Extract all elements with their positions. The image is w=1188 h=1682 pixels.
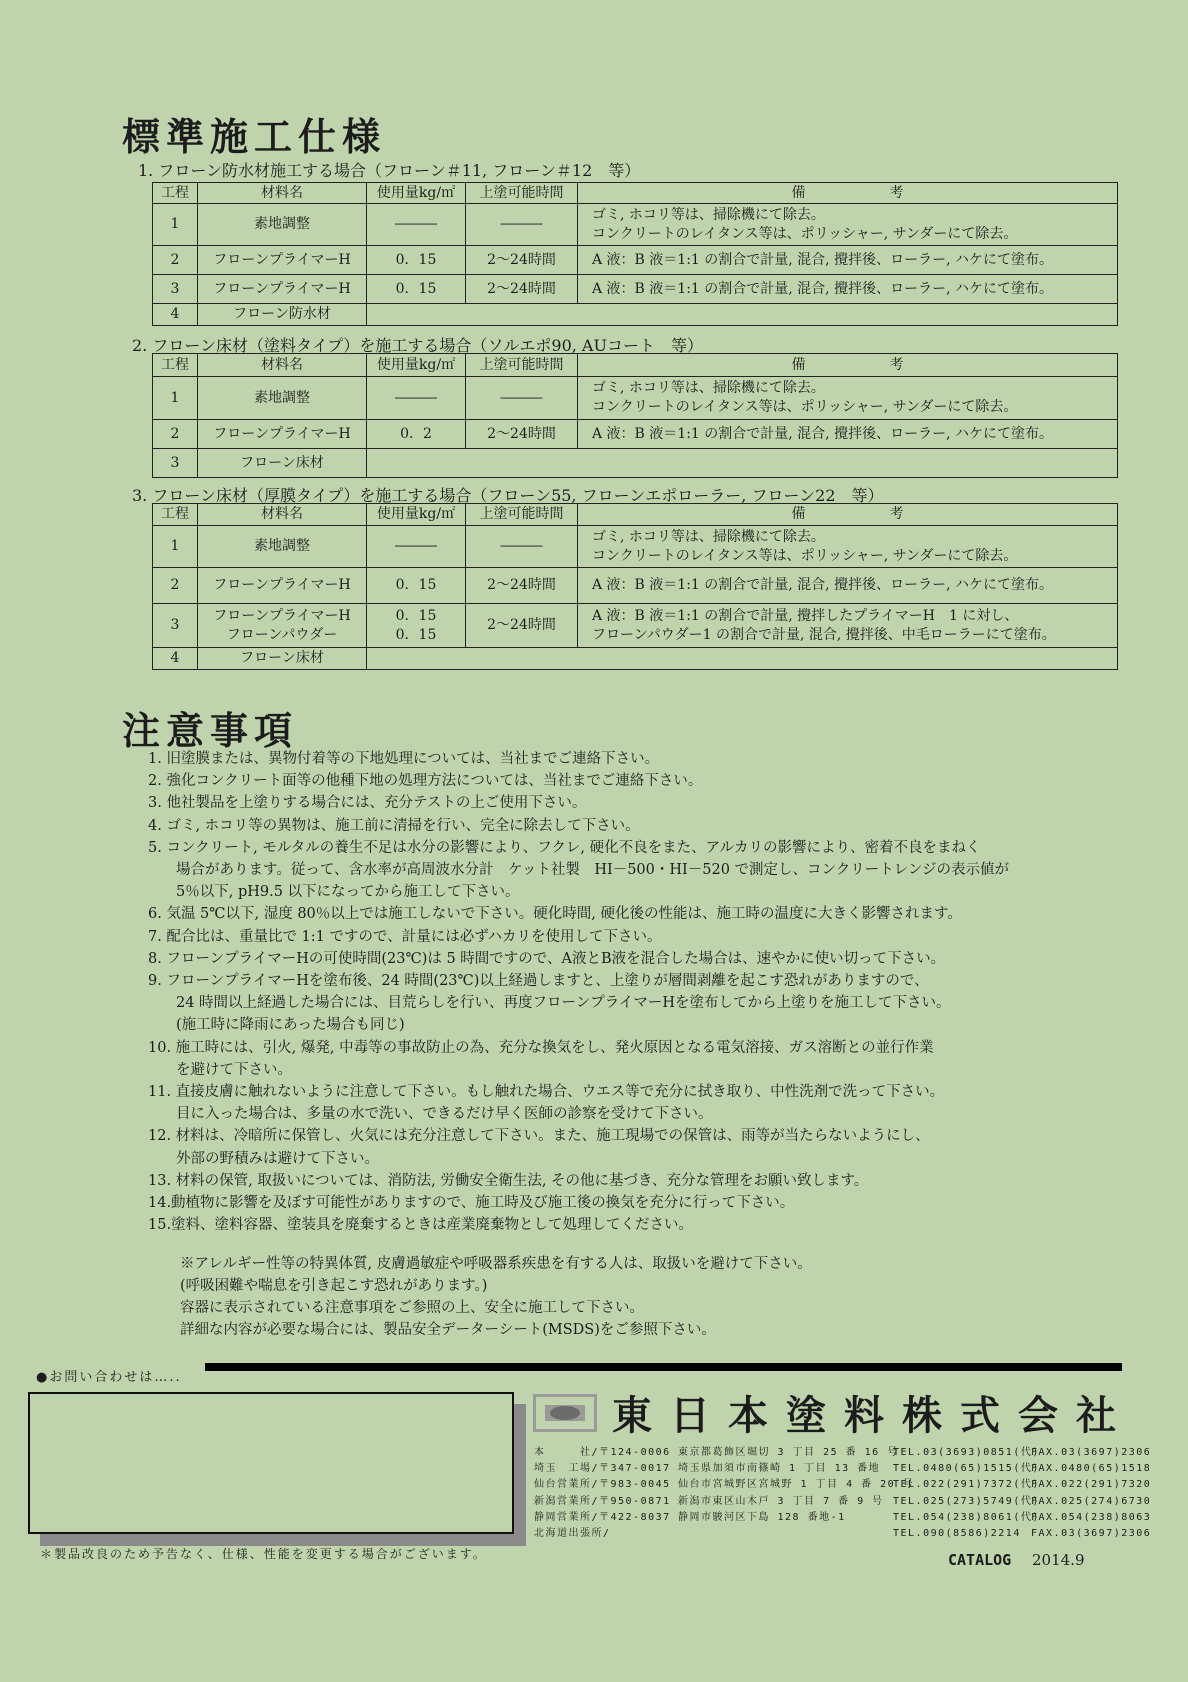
caution-item: 4. ゴミ, ホコリ等の異物は、施工前に清掃を行い、完全に除去して下さい。 <box>148 817 640 834</box>
company-logo-icon <box>533 1394 597 1432</box>
caution-item-continued: 目に入った場合は、多量の水で洗い、できるだけ早く医師の診察を受けて下さい。 <box>176 1106 713 1123</box>
office-fax: FAX.03(3697)2306 <box>1031 1447 1152 1458</box>
cell-time: ――― <box>466 204 578 246</box>
cell-time: 2～24時間 <box>466 246 578 275</box>
cell-empty <box>367 648 1118 670</box>
office-fax: FAX.03(3697)2306 <box>1031 1528 1152 1540</box>
section-1-heading: 1. フローン防水材施工する場合（フローン＃11, フローン＃12 等） <box>138 161 641 180</box>
cell-remarks: A 液：B 液＝1:1 の割合で計量, 混合, 攪拌後、ローラー, ハケにて塗布。 <box>578 568 1118 604</box>
remarks-line: ゴミ, ホコリ等は、掃除機にて除去。 <box>592 380 825 396</box>
caution-item: 9. フローンプライマーHを塗布後、24 時間(23℃)以上経過しますと、上塗りが層間剥離を起こす恐れがありますので、 <box>148 973 929 990</box>
cell-step: 4 <box>153 304 198 326</box>
office-address: 新潟市東区山木戸 3 丁目 7 番 9 号 <box>678 1495 884 1507</box>
catalog-info <box>948 1551 1085 1569</box>
office-name: 仙台営業所/〒983-0045 <box>534 1479 671 1491</box>
cell-step: 3 <box>153 275 198 304</box>
table-row <box>153 449 1118 478</box>
caution-item: 10. 施工時には、引火, 爆発, 中毒等の事故防止の為、充分な換気をし、発火原因となる電気溶接、ガス溶断との並行作業 <box>148 1039 934 1056</box>
page-title: 標準施工仕様 <box>122 114 387 159</box>
office-address: 仙台市宮城野区宮城野 1 丁目 4 番 20 号 <box>678 1479 915 1491</box>
caution-item: 11. 直接皮膚に触れないように注意して下さい。もし触れた場合、ウエス等で充分に拭き取り、中性洗剤で洗って下さい。 <box>148 1084 945 1101</box>
office-name: 埼玉 工場/〒347-0017 <box>534 1463 671 1475</box>
office-tel: TEL.025(273)5749(代) <box>893 1495 1040 1507</box>
footnote: ＊製品改良のため予告なく、仕様、性能を変更する場合がございます。 <box>40 1547 487 1561</box>
office-names <box>534 1445 671 1542</box>
cell-material <box>198 604 367 648</box>
caution-item: 13. 材料の保管, 取扱いについては、消防法, 労働安全衛生法, その他に基づき、充分な管理をお願い致します。 <box>148 1172 869 1189</box>
table-header-row <box>153 354 1118 377</box>
caution-item-continued: 5％以下, pH9.5 以下になってから施工して下さい。 <box>176 884 520 901</box>
remarks-line: コンクリートのレイタンス等は、ポリッシャー, サンダーにて除去。 <box>592 547 1018 564</box>
cell-step: 3 <box>153 449 198 478</box>
cell-empty <box>367 449 1118 478</box>
note-line: 詳細な内容が必要な場合には、製品安全データーシート(MSDS)をご参照下さい。 <box>180 1322 716 1338</box>
caution-item-continued: 外部の野積みは避けて下さい。 <box>176 1150 379 1167</box>
remarks-line: コンクリートのレイタンス等は、ポリッシャー, サンダーにて除去。 <box>592 225 1018 242</box>
office-addresses <box>678 1445 914 1526</box>
office-name: 静岡営業所/〒422-8037 <box>534 1511 671 1523</box>
table-row <box>153 420 1118 449</box>
cell-material: 素地調整 <box>198 526 367 568</box>
caution-item-continued: 24 時間以上経過した場合には、目荒らしを行い、再度フローンプライマーHを塗布してから上塗りを施工して下さい。 <box>176 995 951 1012</box>
contact-box <box>28 1392 514 1534</box>
note-line: ※アレルギー性等の特異体質, 皮膚過敏症や呼吸器系疾患を有する人は、取扱いを避けて下さい。 <box>180 1256 812 1272</box>
material-line: フローンプライマーH <box>213 607 351 624</box>
caution-item: 1. 旧塗膜または、異物付着等の下地処理については、当社までご連絡下さい。 <box>148 751 660 767</box>
office-tel: TEL.022(291)7372(代) <box>893 1479 1040 1491</box>
remarks-line: フローンパウダー1 の割合で計量, 混合, 攪拌後、中毛ローラーにて塗布。 <box>592 626 1056 643</box>
header-time: 上塗可能時間 <box>466 354 578 377</box>
cell-material: フローン床材 <box>198 648 367 670</box>
cell-remarks <box>578 204 1118 246</box>
caution-item: 15.塗料、塗料容器、塗装具を廃棄するときは産業廃棄物として処理してください。 <box>148 1217 694 1234</box>
remarks-line: A 液：B 液＝1:1 の割合で計量, 攪拌したプライマーH 1 に対し、 <box>592 607 1019 624</box>
cell-step: 1 <box>153 377 198 420</box>
spec-table-3 <box>152 503 1118 670</box>
remarks-line: コンクリートのレイタンス等は、ポリッシャー, サンダーにて除去。 <box>592 399 1018 415</box>
cell-remarks: A 液：B 液＝1:1 の割合で計量, 混合, 攪拌後、ローラー, ハケにて塗布。 <box>578 246 1118 275</box>
spec-table-1 <box>152 182 1118 326</box>
cell-material: フローンプライマーH <box>198 568 367 604</box>
caution-title: 注意事項 <box>122 708 299 753</box>
caution-item: 12. 材料は、冷暗所に保管し、火気には充分注意して下さい。また、施工現場での保管は、雨等が当たらないようにし、 <box>148 1128 930 1145</box>
table-row <box>153 304 1118 326</box>
cell-amount <box>367 604 466 648</box>
cell-remarks <box>578 604 1118 648</box>
table-row <box>153 204 1118 246</box>
header-remarks: 備 考 <box>578 504 1118 526</box>
cell-step: 2 <box>153 420 198 449</box>
caution-item-continued: を避けて下さい。 <box>176 1061 292 1078</box>
cell-step: 2 <box>153 568 198 604</box>
table-header-row <box>153 504 1118 526</box>
cell-material: フローンプライマーH <box>198 246 367 275</box>
cell-amount: 0．15 <box>367 246 466 275</box>
cell-time: ――― <box>466 526 578 568</box>
cell-amount: 0．15 <box>367 275 466 304</box>
cell-time: 2～24時間 <box>466 568 578 604</box>
caution-item-continued: 場合があります。従って、含水率が高周波水分計 ケット社製 HI－500・HI－520 で測定し、コンクリートレンジの表示値が <box>176 862 1010 879</box>
cell-time: 2～24時間 <box>466 420 578 449</box>
cell-material: フローン床材 <box>198 449 367 478</box>
cell-amount: 0．15 <box>367 568 466 604</box>
header-material: 材料名 <box>198 183 367 204</box>
office-tel: TEL.054(238)8061(代) <box>893 1511 1040 1523</box>
office-fax: FAX.025(274)6730 <box>1031 1495 1152 1507</box>
cell-time: ――― <box>466 377 578 420</box>
cell-amount: ――― <box>367 204 466 246</box>
office-name: 北海道出張所/ <box>534 1528 611 1540</box>
section-2-heading: 2. フローン床材（塗料タイプ）を施工する場合（ソルエポ90, AUコート 等） <box>132 336 703 355</box>
table-row <box>153 377 1118 420</box>
caution-item: 5. コンクリート, モルタルの養生不足は水分の影響により、フクレ, 硬化不良をまた、アルカリの影響により、密着不良をまねく <box>148 839 981 856</box>
cell-step: 3 <box>153 604 198 648</box>
cell-step: 2 <box>153 246 198 275</box>
cell-amount: ――― <box>367 526 466 568</box>
office-faxes <box>1031 1445 1151 1542</box>
office-tel: TEL.090(8586)2214 <box>893 1528 1021 1540</box>
cell-step: 1 <box>153 526 198 568</box>
table-row <box>153 526 1118 568</box>
header-step: 工程 <box>153 183 198 204</box>
table-row <box>153 648 1118 670</box>
header-remarks: 備 考 <box>578 354 1118 377</box>
office-tel: TEL.0480(65)1515(代) <box>893 1463 1040 1475</box>
table-row <box>153 604 1118 648</box>
inquiry-label: ●お問い合わせは….. <box>36 1370 182 1385</box>
remarks-line: ゴミ, ホコリ等は、掃除機にて除去。 <box>592 528 825 545</box>
office-name: 本 社/〒124-0006 <box>534 1447 671 1458</box>
office-address: 東京都葛飾区堀切 3 丁目 25 番 16 号 <box>678 1447 899 1458</box>
cell-material: フローンプライマーH <box>198 275 367 304</box>
amount-line: 0．15 <box>395 626 437 643</box>
catalog-label: CATALOG <box>948 1551 1012 1569</box>
caution-item: 7. 配合比は、重量比で 1:1 ですので、計量には必ずハカリを使用して下さい。 <box>148 928 662 945</box>
cell-remarks: A 液：B 液＝1:1 の割合で計量, 混合, 攪拌後、ローラー, ハケにて塗布。 <box>578 275 1118 304</box>
cell-empty <box>367 304 1118 326</box>
table-row <box>153 246 1118 275</box>
cell-remarks <box>578 377 1118 420</box>
office-tels <box>893 1445 1040 1542</box>
spec-table-2 <box>152 353 1118 478</box>
cell-step: 4 <box>153 648 198 670</box>
cell-amount: 0．2 <box>367 420 466 449</box>
office-tel: TEL.03(3693)0851(代) <box>893 1447 1040 1458</box>
section-3-heading: 3. フローン床材（厚膜タイプ）を施工する場合（フローン55, フローンエポローラー, フローン22 等） <box>132 486 884 505</box>
header-step: 工程 <box>153 504 198 526</box>
note-line: 容器に表示されている注意事項をご参照の上、安全に施工して下さい。 <box>180 1300 644 1316</box>
header-material: 材料名 <box>198 354 367 377</box>
company-name: 東日本塗料株式会社 <box>612 1393 1134 1439</box>
amount-line: 0．15 <box>395 607 437 624</box>
cell-material: フローンプライマーH <box>198 420 367 449</box>
office-fax: FAX.0480(65)1518 <box>1031 1463 1152 1475</box>
header-remarks: 備 考 <box>578 183 1118 204</box>
header-step: 工程 <box>153 354 198 377</box>
note-line: (呼吸困難や喘息を引き起こす恐れがあります。) <box>180 1278 488 1294</box>
table-header-row <box>153 183 1118 204</box>
cell-step: 1 <box>153 204 198 246</box>
header-amount: 使用量kg/㎡ <box>367 354 466 377</box>
caution-item-continued: (施工時に降雨にあった場合も同じ) <box>176 1017 405 1034</box>
office-fax: FAX.054(238)8063 <box>1031 1511 1152 1523</box>
cell-material: フローン防水材 <box>198 304 367 326</box>
caution-item: 2. 強化コンクリート面等の他種下地の処理方法については、当社までご連絡下さい。 <box>148 773 703 790</box>
office-address: 静岡市駿河区下島 128 番地-1 <box>678 1511 846 1523</box>
divider-bar <box>205 1363 1122 1371</box>
caution-item: 8. フローンプライマーHの可使時間(23℃)は 5 時間ですので、A液とB液を混合した場合は、速やかに使い切って下さい。 <box>148 950 946 967</box>
notes-block <box>180 1253 812 1341</box>
material-line: フローンパウダー <box>226 626 338 643</box>
office-address: 埼玉県加須市南篠崎 1 丁目 13 番地 <box>678 1463 881 1475</box>
header-amount: 使用量kg/㎡ <box>367 183 466 204</box>
header-time: 上塗可能時間 <box>466 183 578 204</box>
caution-item: 3. 他社製品を上塗りする場合には、充分テストの上ご使用下さい。 <box>148 795 587 812</box>
cell-remarks: A 液：B 液＝1:1 の割合で計量, 混合, 攪拌後、ローラー, ハケにて塗布。 <box>578 420 1118 449</box>
remarks-line: ゴミ, ホコリ等は、掃除機にて除去。 <box>592 206 825 223</box>
caution-list <box>148 748 1108 1236</box>
office-name: 新潟営業所/〒950-0871 <box>534 1495 671 1507</box>
header-amount: 使用量kg/㎡ <box>367 504 466 526</box>
cell-remarks <box>578 526 1118 568</box>
cell-material: 素地調整 <box>198 377 367 420</box>
catalog-date: 2014.9 <box>1032 1551 1085 1569</box>
table-row <box>153 568 1118 604</box>
caution-item: 6. 気温 5℃以下, 湿度 80％以上では施工しないで下さい。硬化時間, 硬化後の性能は、施工時の温度に大きく影響されます。 <box>148 906 962 923</box>
table-row <box>153 275 1118 304</box>
cell-amount: ――― <box>367 377 466 420</box>
cell-material: 素地調整 <box>198 204 367 246</box>
caution-item: 14.動植物に影響を及ぼす可能性がありますので、施工時及び施工後の換気を充分に行って下さい。 <box>148 1195 795 1212</box>
office-fax: FAX.022(291)7320 <box>1031 1479 1152 1491</box>
header-material: 材料名 <box>198 504 367 526</box>
header-time: 上塗可能時間 <box>466 504 578 526</box>
cell-time: 2～24時間 <box>466 604 578 648</box>
cell-time: 2～24時間 <box>466 275 578 304</box>
